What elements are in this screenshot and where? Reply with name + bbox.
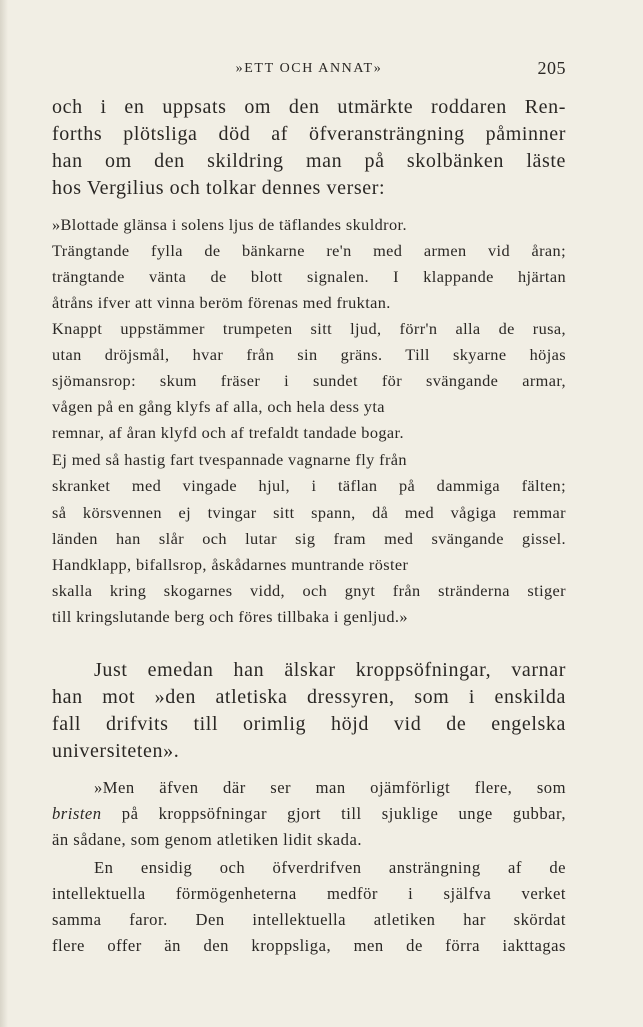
text-line: han mot »den atletiska dressyren, som i enskilda [52,686,566,708]
text-line: En ensidig och öfverdrifven ansträngning af de [94,858,566,877]
text-line: flere offer än den kroppsliga, men de förra iakttagas [52,936,566,955]
text-line: fall drifvits till orimlig höjd vid de engelska [52,713,566,735]
verse-line: »Blottade glänsa i solens ljus de täflandes skuldror. [52,215,407,234]
verse-line: sjömansrop: skum fräser i sundet för svängande armar, [52,371,566,390]
text-line: han om den skildring man på skolbänken läste [52,150,566,172]
verse-line: så körsvennen ej tvingar sitt spann, då med vågiga remmar [52,503,566,522]
verse-line: Trängtande fylla de bänkarne re'n med armen vid åran; [52,241,566,260]
running-title: »ETT OCH ANNAT» [235,61,383,76]
verse-line: länden han slår och lutar sig fram med svängande gissel. [52,529,566,548]
text-line: än sådane, som genom atletiken lidit skada. [52,830,362,849]
text-line: hos Vergilius och tolkar dennes verser: [52,177,386,199]
verse-line: vågen på en gång klyfs af alla, och hela dess yta [52,397,385,416]
text-line: samma faror. Den intellektuella atletiken har skördat [52,910,566,929]
verse-line: remnar, af åran klyfd och af trefaldt tandade bogar. [52,423,404,442]
text-line: universiteten». [52,740,180,762]
verse-line: utan dröjsmål, hvar från sin gräns. Till skyarne höjas [52,345,566,364]
text-line: »Men äfven där ser man ojämförligt flere, som [94,778,566,797]
text-line: Just emedan han älskar kroppsöfningar, varnar [94,659,566,681]
verse-line: åtråns ifver att vinna beröm förenas med fruktan. [52,293,391,312]
text-line: intellektuella förmögenheterna medför i själfva verket [52,884,566,903]
page-number: 205 [537,58,566,78]
text-span: på kroppsöfningar gjort till sjuklige unge gubbar, [101,804,566,823]
verse-line: Knappt uppstämmer trumpeten sitt ljud, förr'n alla de rusa, [52,319,566,338]
verse-line: skalla kring skogarnes vidd, och gnyt från stränderna stiger [52,581,566,600]
page-edge-shadow [0,0,8,1027]
text-line [52,801,566,827]
verse-line: till kringslutande berg och föres tillbaka i genljud.» [52,607,408,626]
verse-line: Handklapp, bifallsrop, åskådarnes muntrande röster [52,555,409,574]
verse-line: trängtande vänta de blott signalen. I klappande hjärtan [52,267,566,286]
verse-line: Ej med så hastig fart tvespannade vagnarne fly från [52,450,407,469]
text-line: och i en uppsats om den utmärkte roddaren Ren- [52,96,566,118]
emphasis-italic: bristen [52,804,102,823]
verse-line: skranket med vingade hjul, i täflan på dammiga fälten; [52,476,566,495]
running-head [52,58,566,82]
text-line: forths plötsliga död af öfveransträngning påminner [52,123,566,145]
